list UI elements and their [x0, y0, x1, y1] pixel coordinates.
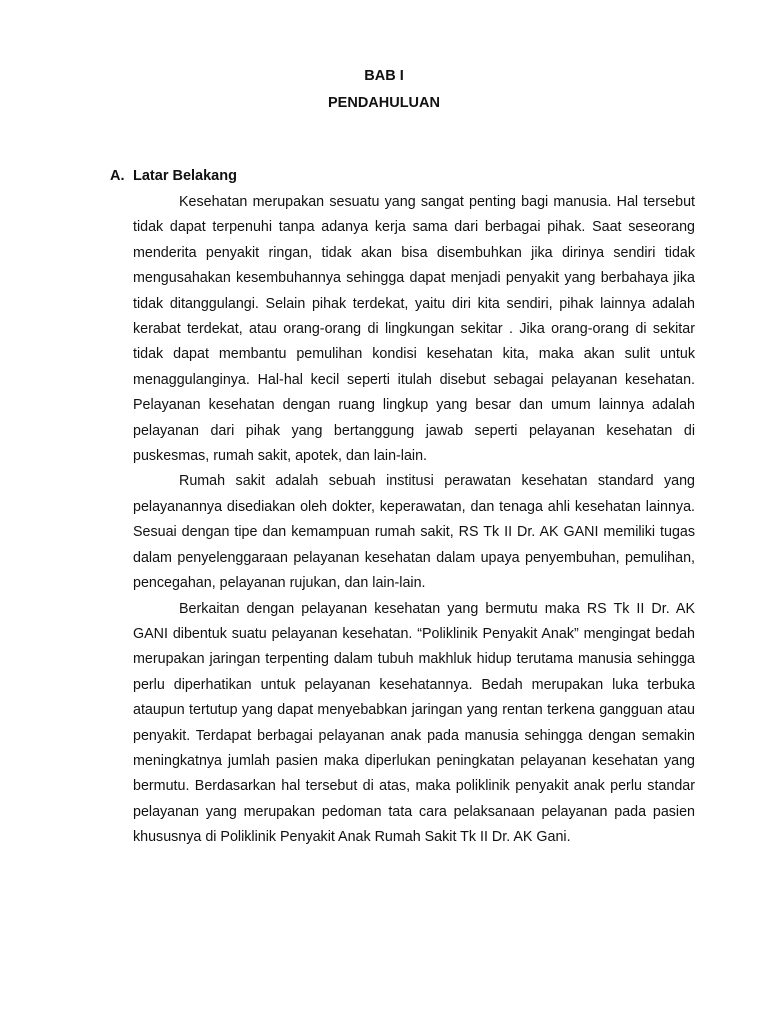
section-title: Latar Belakang — [133, 168, 237, 184]
paragraph: Berkaitan dengan pelayanan kesehatan yang bermutu maka RS Tk II Dr. AK GANI dibentuk suatu pelayanan kesehatan. “Poliklinik Penyakit Anak” mengingat bedah merupakan jaringan terpenting dalam tubuh makhluk hidup terutama manusia sehingga perlu diperhatikan untuk pelayanan kesehatannya. Bedah merupakan luka terbuka ataupun tertutup yang dapat menyebabkan jaringan yang rentan terkena gangguan atau penyakit. Terdapat berbagai pelayanan anak pada manusia sehingga dengan semakin meningkatnya jumlah pasien maka diperlukan peningkatan pelayanan kesehatan yang bermutu. Berdasarkan hal tersebut di atas, maka poliklinik penyakit anak perlu standar pelayanan yang merupakan pedoman tata cara pelaksanaan pelayanan pada pasien khususnya di Poliklinik Penyakit Anak Rumah Sakit Tk II Dr. AK Gani. — [133, 600, 695, 846]
paragraph: Rumah sakit adalah sebuah institusi perawatan kesehatan standard yang pelayanannya disediakan oleh dokter, keperawatan, dan tenaga ahli kesehatan lainnya. Sesuai dengan tipe dan kemampuan rumah sakit, RS Tk II Dr. AK GANI memiliki tugas dalam penyelenggaraan pelayanan kesehatan dalam upaya penyembuhan, pemulihan, pencegahan, pelayanan rujukan, dan lain-lain. — [133, 473, 695, 592]
chapter-title: PENDAHULUAN — [328, 95, 440, 111]
body-text — [133, 190, 695, 851]
paragraph: Kesehatan merupakan sesuatu yang sangat penting bagi manusia. Hal tersebut tidak dapat terpenuhi tanpa adanya kerja sama dari berbagai pihak. Saat seseorang menderita penyakit ringan, tidak akan bisa disembuhkan jika dirinya sendiri tidak mengusahakan kesembuhannya sehingga dapat menjadi penyakit yang berbahaya jika tidak ditanggulangi. Selain pihak terdekat, yaitu diri kita sendiri, pihak lainnya adalah kerabat terdekat, atau orang-orang di lingkungan sekitar . Jika orang-orang di sekitar tidak dapat membantu pemulihan kondisi kesehatan kita, maka akan sulit untuk menaggulanginya. Hal-hal kecil seperti itulah disebut sebagai pelayanan kesehatan. Pelayanan kesehatan dengan ruang lingkup yang besar dan umum lainnya adalah pelayanan dari pihak yang bertanggung jawab seperti pelayanan kesehatan di puskesmas, rumah sakit, apotek, dan lain-lain. — [133, 194, 695, 465]
section-letter: A. — [110, 168, 125, 184]
section-heading — [110, 168, 237, 184]
chapter-number: BAB I — [364, 68, 404, 84]
